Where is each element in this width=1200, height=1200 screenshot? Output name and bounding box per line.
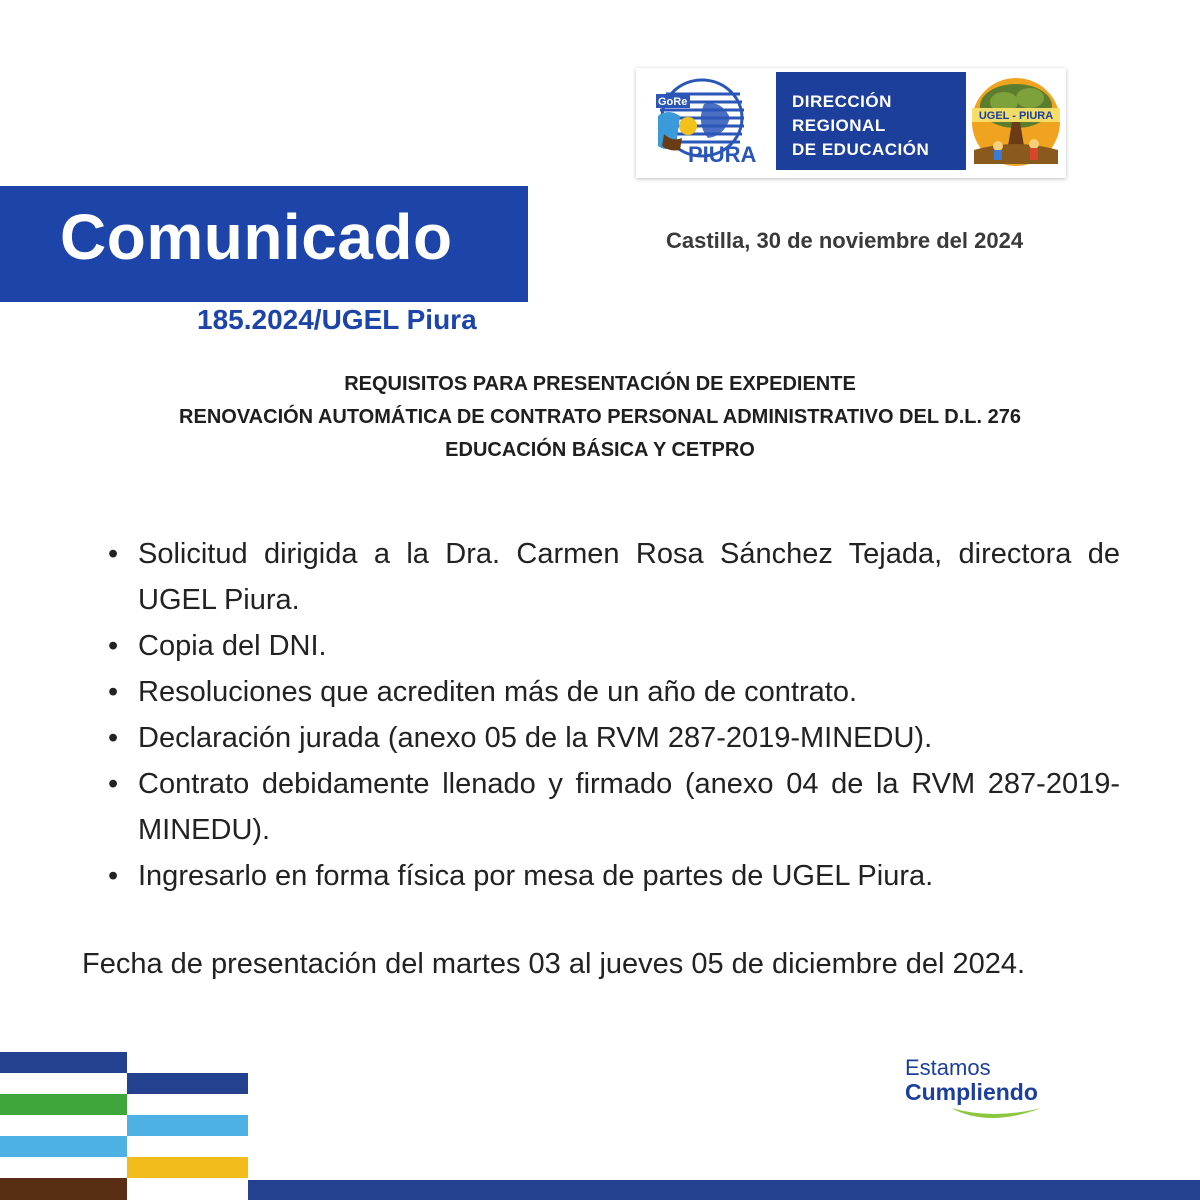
- footer-bar-yellow: [127, 1157, 248, 1178]
- footer-bar-dark-blue-left: [0, 1052, 127, 1073]
- submission-deadline: Fecha de presentación del martes 03 al jueves 05 de diciembre del 2024.: [82, 948, 1026, 980]
- bullet-icon: •: [108, 768, 119, 800]
- communique-code: 185.2024/UGEL Piura: [197, 304, 477, 335]
- list-item: [108, 715, 1120, 761]
- estamos-cumpliendo-logo: [905, 1055, 1045, 1124]
- list-item: [108, 623, 1120, 669]
- slogan-line-2: Cumpliendo: [905, 1079, 1038, 1105]
- list-item-text: Contrato debidamente llenado y firmado (anexo 04 de la RVM 287-2019-MINEDU).: [138, 768, 1120, 846]
- header-logo-strip: [636, 68, 1066, 178]
- ugel-piura-logo: [968, 72, 1064, 172]
- footer-bar-dark-blue-right: [127, 1073, 248, 1094]
- bullet-icon: •: [108, 722, 119, 754]
- dre-line-1: DIRECCIÓN: [792, 92, 892, 111]
- bullet-icon: •: [108, 676, 119, 708]
- list-item: [108, 761, 1120, 853]
- dre-logo-box: [776, 72, 966, 170]
- footer-bar-brown: [0, 1178, 127, 1200]
- communique-date: Castilla, 30 de noviembre del 2024: [666, 228, 1024, 253]
- svg-text:UGEL - PIURA: UGEL - PIURA: [978, 110, 1054, 122]
- heading-line-3: EDUCACIÓN BÁSICA Y CETPRO: [445, 439, 755, 461]
- dre-line-3: DE EDUCACIÓN: [792, 140, 930, 159]
- list-item: [108, 853, 1120, 899]
- slogan-line-1: Estamos: [905, 1055, 991, 1080]
- gore-piura-emblem-icon: [644, 76, 769, 168]
- footer-bar-bottom-blue: [248, 1180, 1200, 1200]
- list-item-text: Ingresarlo en forma física por mesa de partes de UGEL Piura.: [138, 860, 934, 892]
- ugel-tree-emblem-icon: [968, 72, 1064, 172]
- list-item: [108, 531, 1120, 623]
- footer-bar-light-blue-left: [0, 1136, 127, 1157]
- heading-line-1: REQUISITOS PARA PRESENTACIÓN DE EXPEDIENTE: [344, 373, 856, 395]
- svg-text:PIURA: PIURA: [688, 142, 757, 167]
- bullet-icon: •: [108, 538, 119, 570]
- svg-text:GoRe: GoRe: [658, 96, 688, 108]
- gore-piura-logo: [644, 76, 769, 168]
- requirements-heading: [0, 368, 1200, 467]
- dre-line-2: REGIONAL: [792, 116, 886, 135]
- bullet-icon: •: [108, 630, 119, 662]
- list-item-text: Resoluciones que acrediten más de un año de contrato.: [138, 676, 858, 708]
- heading-line-2: RENOVACIÓN AUTOMÁTICA DE CONTRATO PERSONAL ADMINISTRATIVO DEL D.L. 276: [179, 406, 1021, 428]
- page-title: Comunicado: [60, 201, 453, 273]
- requirements-list: [108, 531, 1120, 899]
- list-item-text: Solicitud dirigida a la Dra. Carmen Rosa Sánchez Tejada, directora de UGEL Piura.: [138, 538, 1120, 616]
- swoosh-icon: [949, 1104, 1045, 1124]
- footer-bar-light-blue-right: [127, 1115, 248, 1136]
- footer-bar-green: [0, 1094, 127, 1115]
- list-item-text: Declaración jurada (anexo 05 de la RVM 287-2019-MINEDU).: [138, 722, 933, 754]
- list-item-text: Copia del DNI.: [138, 630, 327, 662]
- list-item: [108, 669, 1120, 715]
- bullet-icon: •: [108, 860, 119, 892]
